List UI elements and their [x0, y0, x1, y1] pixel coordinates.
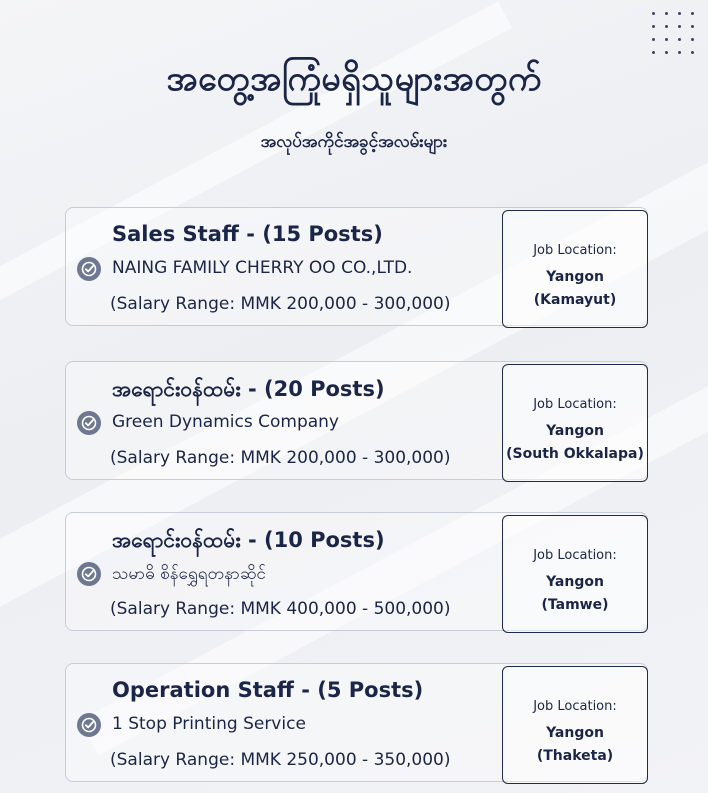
job-location-box — [502, 515, 648, 633]
job-title: အရောင်းဝန်ထမ်း - (20 Posts) — [112, 377, 385, 401]
page-title: အတွေ့အကြုံမရှိသူများအတွက် — [166, 59, 542, 99]
job-title: အရောင်းဝန်ထမ်း - (10 Posts) — [112, 528, 385, 552]
page-subtitle: အလုပ်အကိုင်အခွင့်အလမ်းများ — [260, 132, 448, 152]
job-location-area: (Tamwe) — [541, 597, 609, 613]
company-name: သမာဓိ စိန်ရွှေရတနာဆိုင် — [112, 564, 266, 584]
job-location-city: Yangon — [546, 269, 604, 285]
job-card[interactable] — [65, 207, 648, 326]
salary-range: (Salary Range: MMK 400,000 - 500,000) — [110, 599, 451, 619]
check-circle-icon — [77, 562, 101, 586]
dot-grid-icon — [652, 12, 696, 56]
job-location-label: Job Location: — [533, 243, 617, 258]
check-circle-icon — [77, 257, 101, 281]
job-card[interactable] — [65, 512, 648, 631]
job-location-city: Yangon — [546, 725, 604, 741]
job-card[interactable] — [65, 361, 648, 480]
company-name: 1 Stop Printing Service — [112, 714, 306, 734]
job-location-box — [502, 210, 648, 328]
job-title: Sales Staff - (15 Posts) — [112, 222, 383, 246]
check-circle-icon — [77, 713, 101, 737]
salary-range: (Salary Range: MMK 250,000 - 350,000) — [110, 750, 451, 770]
job-location-area: (Thaketa) — [536, 748, 614, 764]
company-name: NAING FAMILY CHERRY OO CO.,LTD. — [112, 258, 413, 278]
job-location-area: (Kamayut) — [533, 292, 617, 308]
job-location-box — [502, 364, 648, 482]
company-name: Green Dynamics Company — [112, 412, 339, 432]
job-location-label: Job Location: — [533, 699, 617, 714]
check-circle-icon — [77, 411, 101, 435]
salary-range: (Salary Range: MMK 200,000 - 300,000) — [110, 294, 451, 314]
job-location-label: Job Location: — [533, 397, 617, 412]
job-location-area: (South Okkalapa) — [506, 446, 644, 462]
job-location-box — [502, 666, 648, 784]
salary-range: (Salary Range: MMK 200,000 - 300,000) — [110, 448, 451, 468]
job-card[interactable] — [65, 663, 648, 782]
job-title: Operation Staff - (5 Posts) — [112, 678, 424, 702]
job-location-city: Yangon — [546, 574, 604, 590]
job-location-label: Job Location: — [533, 548, 617, 563]
job-location-city: Yangon — [546, 423, 604, 439]
